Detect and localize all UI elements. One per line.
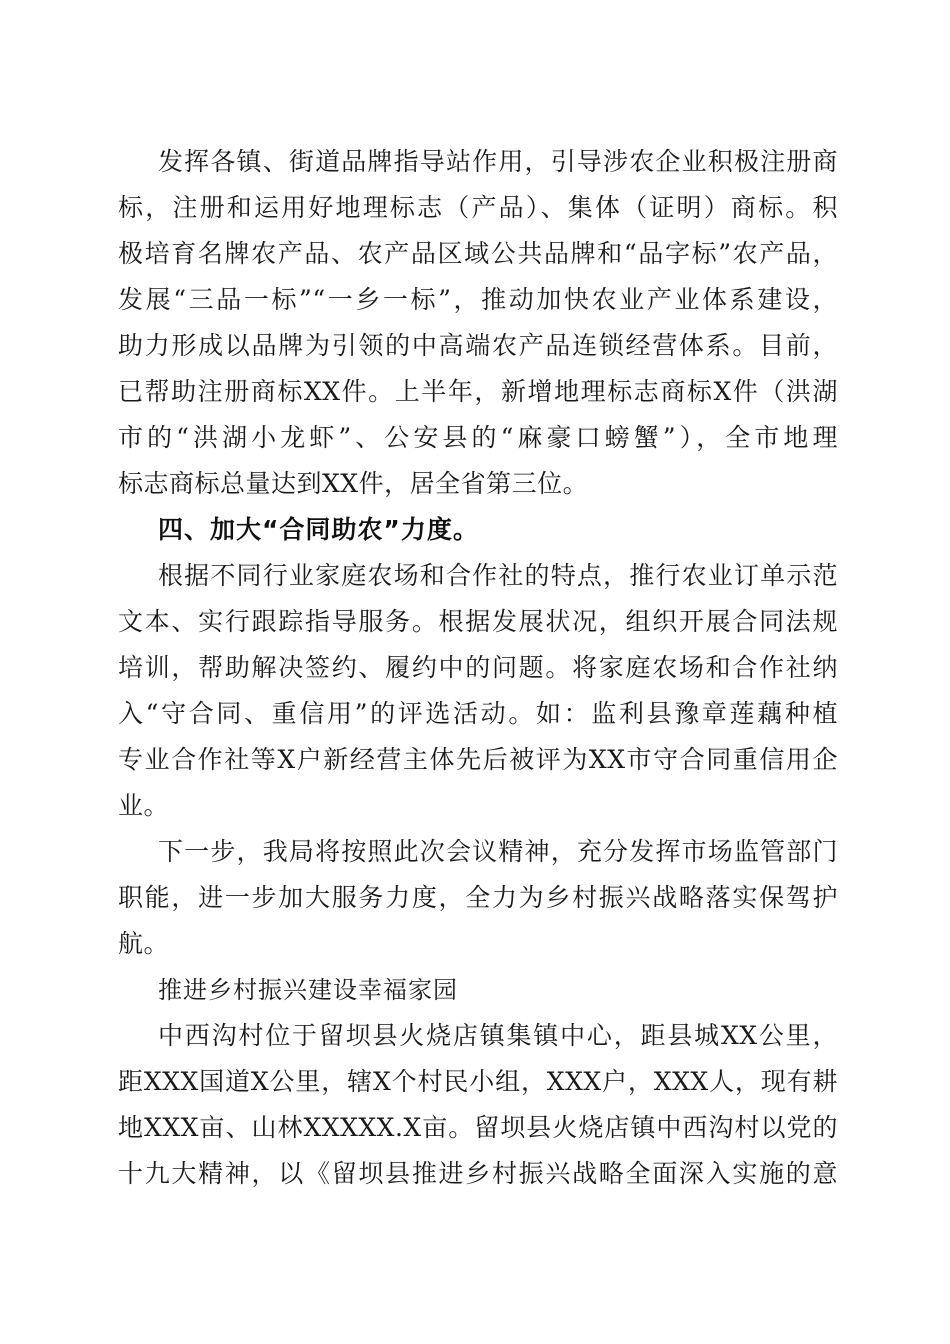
para2-line-4: 入“守合同、重信用”的评选活动。如：监利县豫章莲藕种植: [118, 699, 838, 728]
para2-line-2: 文本、实行跟踪指导服务。根据发展状况，组织开展合同法规: [118, 607, 838, 636]
para1-line-2: 标，注册和运用好地理标志（产品）、集体（证明）商标。积: [118, 193, 838, 222]
para1-line-5: 助力形成以品牌为引领的中高端农产品连锁经营体系。目前，: [118, 331, 838, 360]
para1-line-6: 已帮助注册商标XX件。上半年，新增地理标志商标X件（洪湖: [118, 377, 838, 406]
para1-line-1: 发挥各镇、街道品牌指导站作用，引导涉农企业积极注册商: [158, 147, 838, 176]
para4-line-4: 十九大精神，以《留坝县推进乡村振兴战略全面深入实施的意: [118, 1159, 838, 1188]
para1-line-7: 市的“洪湖小龙虾”、公安县的“麻豪口螃蟹”），全市地理: [118, 423, 838, 452]
para3-line-3: 航。: [118, 929, 170, 958]
article-subtitle: 推进乡村振兴建设幸福家园: [158, 976, 458, 1004]
para2-line-6: 业。: [118, 791, 170, 820]
para1-line-3: 极培育名牌农产品、农产品区域公共品牌和“品字标”农产品，: [118, 239, 838, 268]
para2-line-1: 根据不同行业家庭农场和合作社的特点，推行农业订单示范: [158, 561, 838, 590]
para3-line-1: 下一步，我局将按照此次会议精神，充分发挥市场监管部门: [158, 837, 838, 866]
para3-line-2: 职能，进一步加大服务力度，全力为乡村振兴战略落实保驾护: [118, 883, 838, 912]
para4-line-1: 中西沟村位于留坝县火烧店镇集镇中心，距县城XX公里，: [158, 1021, 838, 1050]
para2-line-5: 专业合作社等X户新经营主体先后被评为XX市守合同重信用企: [118, 745, 838, 774]
section-heading-4: 四、加大“合同助农”力度。: [158, 515, 479, 544]
para1-line-4: 发展“三品一标”“一乡一标”，推动加快农业产业体系建设，: [118, 285, 838, 314]
para4-line-2: 距XXX国道X公里，辖X个村民小组，XXX户，XXX人，现有耕: [118, 1067, 838, 1096]
para4-line-3: 地XXX亩、山林XXXXX.X亩。留坝县火烧店镇中西沟村以党的: [118, 1113, 838, 1142]
para1-line-8: 标志商标总量达到XX件，居全省第三位。: [118, 469, 589, 498]
para2-line-3: 培训，帮助解决签约、履约中的问题。将家庭农场和合作社纳: [118, 653, 838, 682]
